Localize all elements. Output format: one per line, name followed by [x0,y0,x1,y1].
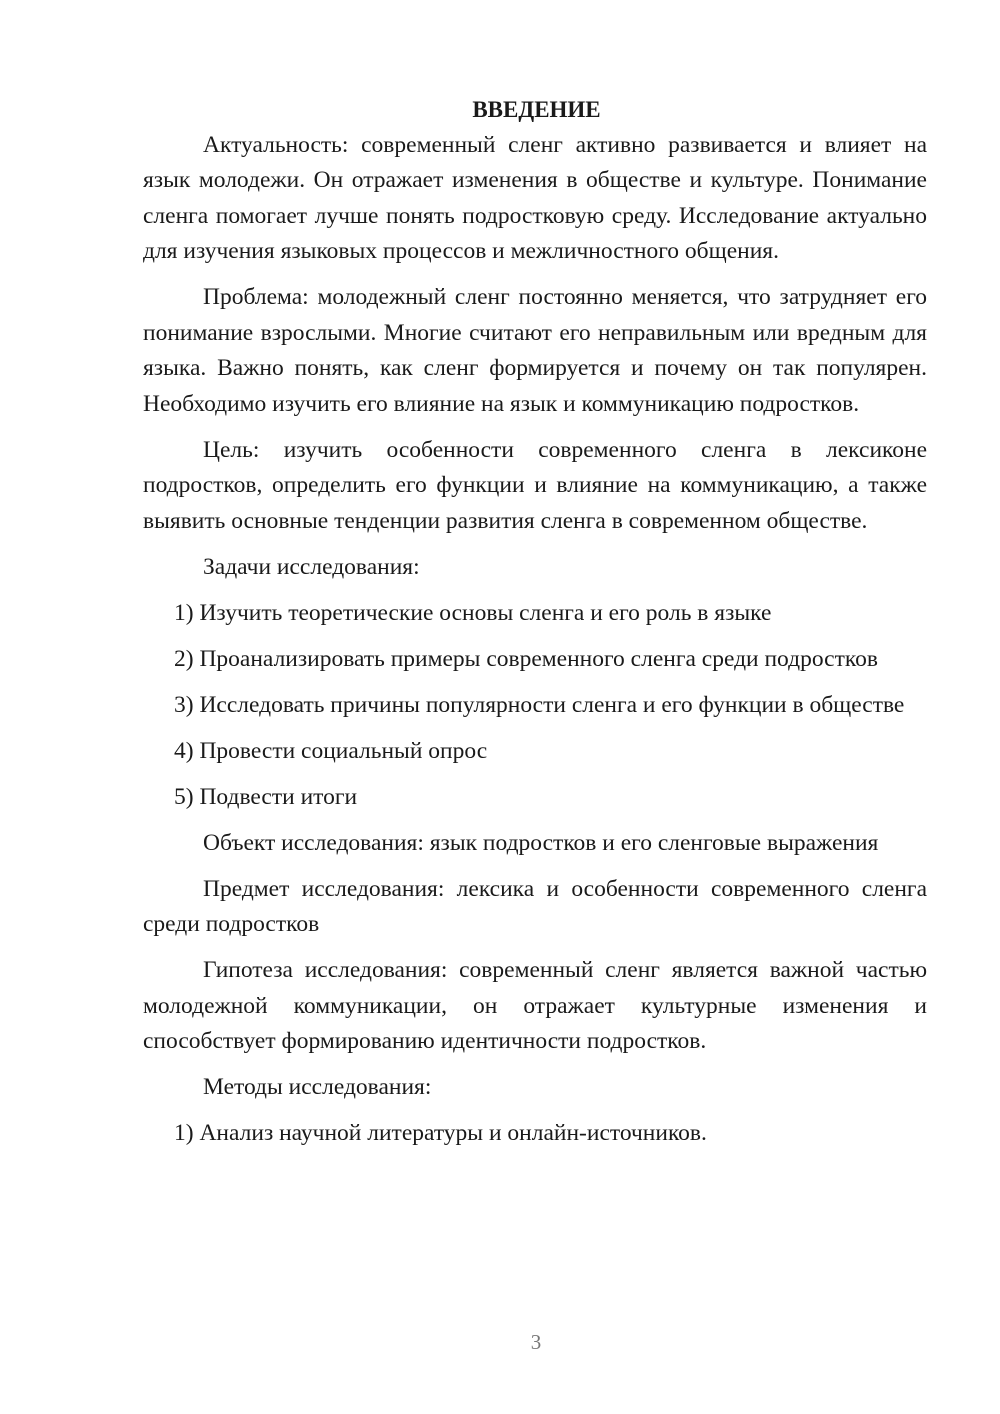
task-item-4: 4) Провести социальный опрос [174,737,488,764]
method-item-1: 1) Анализ научной литературы и онлайн-источников. [174,1120,707,1146]
page-content [143,92,927,1162]
paragraph-problem: Проблема: молодежный сленг постоянно меняется, что затрудняет его понимание взрослыми. Многие считают его неправильным или вредным для языка. Важно понять, как сленг формируется и почему он так популярен. Необходимо изучить его влияние на язык и коммуникацию подростков. [143,284,927,417]
section-heading: ВВЕДЕНИЕ [472,97,601,122]
page-number: 3 [530,1330,542,1354]
paragraph-subject: Предмет исследования: лексика и особенности современного сленга среди подростков [143,875,927,937]
paragraph-goal: Цель: изучить особенности современного сленга в лексиконе подростков, определить его функции и влияние на коммуникацию, а также выявить основные тенденции развития сленга в современном обществе. [143,436,927,534]
task-item-5: 5) Подвести итоги [174,783,358,810]
paragraph-object: Объект исследования: язык подростков и его сленговые выражения [203,829,879,856]
task-item-3: 3) Исследовать причины популярности сленга и его функции в обществе [174,691,905,718]
task-item-2: 2) Проанализировать примеры современного сленга среди подростков [174,645,878,672]
paragraph-methods-intro: Методы исследования: [203,1074,432,1100]
paragraph-tasks-intro: Задачи исследования: [203,553,420,580]
paragraph-relevance: Актуальность: современный сленг активно развивается и влияет на язык молодежи. Он отражает изменения в обществе и культуре. Понимание сленга помогает лучше понять подростковую среду. Исследование актуально для изучения языковых процессов и межличностного общения. [143,131,927,264]
task-item-1: 1) Изучить теоретические основы сленга и его роль в языке [174,599,772,626]
paragraph-hypothesis: Гипотеза исследования: современный сленг является важной частью молодежной коммуникации, он отражает культурные изменения и способствует формированию идентичности подростков. [143,957,927,1054]
